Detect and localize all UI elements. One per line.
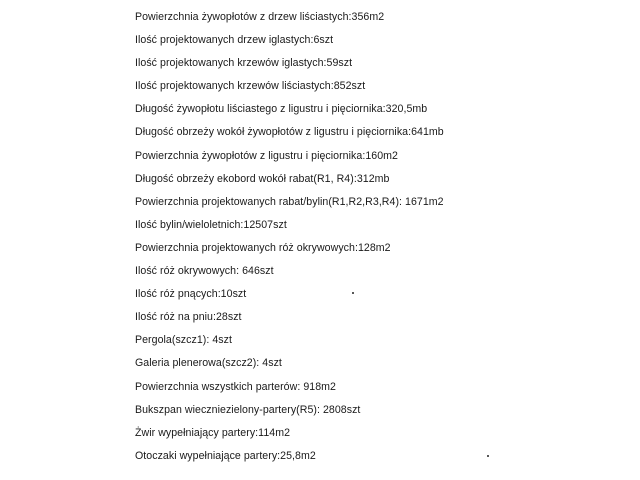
scan-speck: [487, 455, 489, 457]
line-hedge-deciduous-area: Powierzchnia żywopłotów z drzew liściastych:356m2: [135, 11, 385, 23]
line-perennial-beds-area: Powierzchnia projektowanych rabat/bylin(R1,R2,R3,R4): 1671m2: [135, 195, 444, 208]
line-parterres-area: Powierzchnia wszystkich parterów: 918m2: [135, 380, 336, 393]
scan-speck: [352, 292, 354, 294]
line-gravel-area: Żwir wypełniający partery:114m2: [135, 426, 291, 439]
line-coniferous-shrubs-count: Ilość projektowanych krzewów iglastych:59szt: [135, 57, 353, 70]
document-text-block: [135, 6, 635, 468]
line-pebbles-area: Otoczaki wypełniające partery:25,8m2: [135, 449, 316, 462]
line-perennials-count: Ilość bylin/wieloletnich:12507szt: [135, 218, 287, 231]
line-boxwood-count: Bukszpan wieczniezielony-partery(R5): 2808szt: [135, 403, 361, 416]
line-ekobord-edging-length: Długość obrzeży ekobord wokół rabat(R1, R4):312mb: [135, 172, 390, 185]
line-ground-cover-roses-area: Powierzchnia projektowanych róż okrywowych:128m2: [135, 241, 391, 254]
line-ground-cover-roses-count: Ilość róż okrywowych: 646szt: [135, 265, 274, 278]
line-outdoor-gallery-count: Galeria plenerowa(szcz2): 4szt: [135, 357, 282, 370]
line-standard-roses-count: Ilość róż na pniu:28szt: [135, 311, 242, 324]
line-climbing-roses-count: Ilość róż pnących:10szt: [135, 288, 247, 301]
line-privet-hedge-length: Długość żywopłotu liściastego z ligustru i pięciornika:320,5mb: [135, 103, 428, 116]
line-privet-hedge-area: Powierzchnia żywopłotów z ligustru i pięciornika:160m2: [135, 149, 398, 162]
line-pergola-count: Pergola(szcz1): 4szt: [135, 334, 232, 347]
line-privet-hedge-edging-length: Długość obrzeży wokół żywopłotów z ligustru i pięciornika:641mb: [135, 126, 444, 139]
line-coniferous-trees-count: Ilość projektowanych drzew iglastych:6szt: [135, 34, 334, 47]
line-deciduous-shrubs-count: Ilość projektowanych krzewów liściastych:852szt: [135, 80, 366, 93]
